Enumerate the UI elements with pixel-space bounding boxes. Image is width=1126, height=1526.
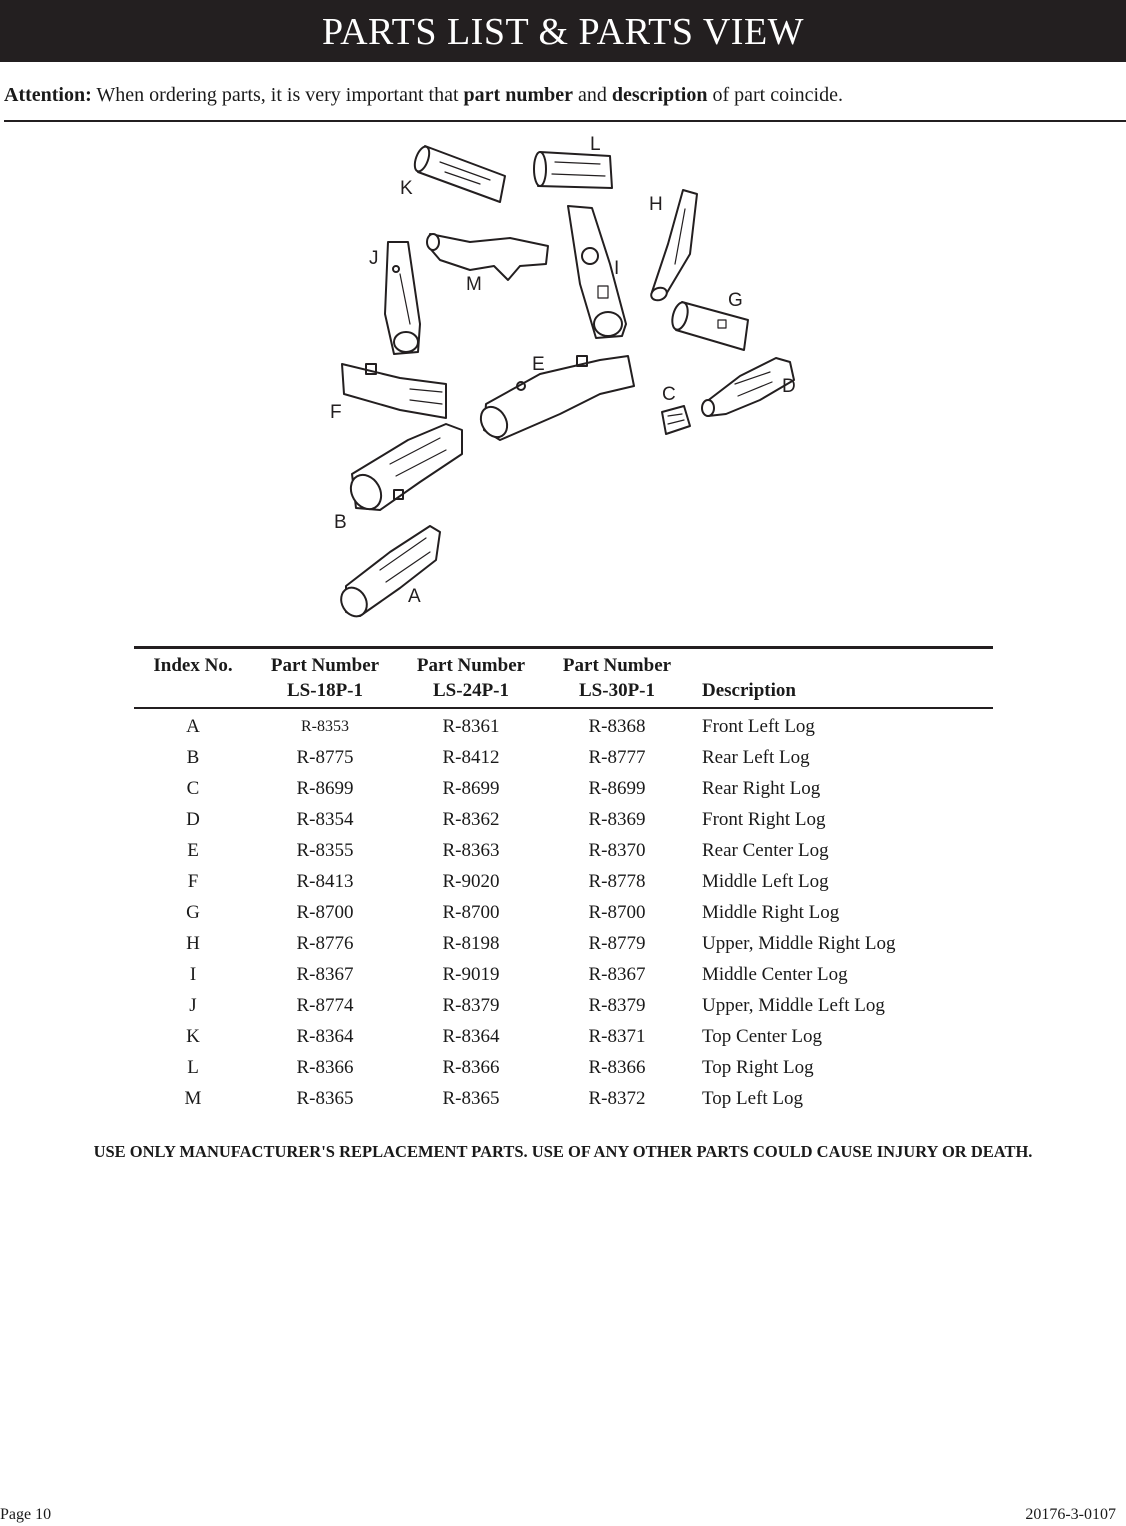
cell-index: A <box>186 716 200 737</box>
cell-ls24: R-8364 <box>442 1026 500 1047</box>
table-row <box>134 866 993 897</box>
log-f <box>342 364 446 418</box>
attention-text-2: and <box>573 84 612 106</box>
header-description: Description <box>702 680 796 701</box>
cell-description: Upper, Middle Left Log <box>702 995 885 1016</box>
cell-index: F <box>187 871 199 892</box>
cell-ls18: R-8700 <box>296 902 354 923</box>
cell-ls24: R-8379 <box>442 995 500 1016</box>
cell-ls24: R-8700 <box>442 902 500 923</box>
log-a <box>336 526 440 621</box>
parts-table <box>134 646 993 1114</box>
cell-description: Rear Left Log <box>702 747 810 768</box>
cell-ls18: R-8354 <box>296 809 354 830</box>
cell-ls24: R-8699 <box>442 778 500 799</box>
cell-ls24: R-8198 <box>442 933 500 954</box>
log-m <box>427 234 548 280</box>
header-ls18: Part Number LS-18P-1 <box>270 655 380 701</box>
cell-ls18: R-8367 <box>296 964 354 985</box>
log-l <box>534 152 612 188</box>
cell-ls30: R-8372 <box>588 1088 646 1109</box>
label-h: H <box>649 194 663 215</box>
table-row <box>134 990 993 1021</box>
cell-ls18: R-8355 <box>296 840 354 861</box>
cell-ls18: R-8366 <box>296 1057 354 1078</box>
cell-ls30: R-8370 <box>588 840 646 861</box>
label-j: J <box>369 248 379 269</box>
attention-bold-description: description <box>611 84 708 106</box>
cell-ls24: R-8362 <box>442 809 500 830</box>
cell-description: Top Left Log <box>702 1088 804 1109</box>
cell-ls30: R-8367 <box>588 964 646 985</box>
cell-ls30: R-8366 <box>588 1057 646 1078</box>
cell-ls24: R-8361 <box>442 716 500 737</box>
parts-view-diagram <box>0 124 1126 624</box>
label-g: G <box>728 290 743 311</box>
cell-ls24: R-8363 <box>442 840 500 861</box>
log-e <box>476 356 634 442</box>
table-row <box>134 1021 993 1052</box>
cell-ls30: R-8371 <box>588 1026 646 1047</box>
label-m: M <box>466 274 482 295</box>
cell-index: M <box>184 1088 202 1109</box>
cell-ls18: R-8353 <box>301 718 349 735</box>
table-row <box>134 804 993 835</box>
cell-ls30: R-8779 <box>588 933 646 954</box>
attention-text-3: of part coincide. <box>707 84 843 106</box>
cell-ls30: R-8699 <box>588 778 646 799</box>
label-l: L <box>590 134 601 155</box>
cell-ls30: R-8700 <box>588 902 646 923</box>
cell-ls18: R-8364 <box>296 1026 354 1047</box>
header-divider <box>4 120 1126 122</box>
document-number: 20176-3-0107 <box>1025 1506 1116 1523</box>
attention-bold-part-number: part number <box>463 84 573 106</box>
table-row <box>134 928 993 959</box>
table-row <box>134 742 993 773</box>
table-row <box>134 959 993 990</box>
cell-ls24: R-8412 <box>442 747 500 768</box>
cell-ls30: R-8368 <box>588 716 646 737</box>
cell-description: Rear Right Log <box>702 778 821 799</box>
label-i: I <box>614 258 620 279</box>
cell-description: Top Right Log <box>702 1057 814 1078</box>
cell-index: L <box>187 1057 199 1078</box>
cell-ls30: R-8379 <box>588 995 646 1016</box>
cell-ls24: R-8365 <box>442 1088 500 1109</box>
cell-index: K <box>186 1026 200 1047</box>
attention-label: Attention: <box>4 84 92 106</box>
cell-description: Middle Right Log <box>702 902 840 923</box>
table-row <box>134 1083 993 1114</box>
table-row <box>134 773 993 804</box>
cell-ls30: R-8778 <box>588 871 646 892</box>
cell-ls30: R-8369 <box>588 809 646 830</box>
safety-warning: USE ONLY MANUFACTURER'S REPLACEMENT PARTS. USE OF ANY OTHER PARTS COULD CAUSE INJURY OR DEATH. <box>93 1142 1033 1161</box>
cell-description: Middle Center Log <box>702 964 848 985</box>
cell-index: B <box>186 747 200 768</box>
attention-text-1: When ordering parts, it is very important that <box>91 84 464 106</box>
cell-index: I <box>189 964 197 985</box>
label-d: D <box>782 376 796 397</box>
label-k: K <box>400 178 413 199</box>
label-c: C <box>662 384 676 405</box>
log-c <box>662 406 690 434</box>
label-f: F <box>330 402 342 423</box>
cell-description: Rear Center Log <box>702 840 829 861</box>
cell-description: Front Left Log <box>702 716 815 737</box>
log-j <box>385 242 420 354</box>
cell-ls18: R-8413 <box>296 871 354 892</box>
cell-index: E <box>187 840 199 861</box>
log-d <box>702 358 794 416</box>
cell-ls18: R-8775 <box>296 747 354 768</box>
cell-ls18: R-8365 <box>296 1088 354 1109</box>
log-b <box>345 424 462 515</box>
cell-index: C <box>186 778 200 799</box>
cell-description: Top Center Log <box>702 1026 823 1047</box>
cell-ls24: R-9020 <box>442 871 500 892</box>
table-row <box>134 708 993 742</box>
table-row <box>134 1052 993 1083</box>
cell-index: G <box>186 902 200 923</box>
page-number: Page 10 <box>0 1506 52 1523</box>
attention-note <box>4 84 843 107</box>
log-set-illustration <box>0 124 1126 624</box>
log-k <box>412 145 505 202</box>
parts-table-header <box>134 648 993 709</box>
table-row <box>134 835 993 866</box>
cell-index: D <box>186 809 200 830</box>
header-ls30: Part Number LS-30P-1 <box>562 655 672 701</box>
header-index: Index No. <box>153 655 233 676</box>
cell-ls18: R-8774 <box>296 995 354 1016</box>
label-e: E <box>532 354 545 375</box>
cell-ls30: R-8777 <box>588 747 646 768</box>
cell-ls24: R-8366 <box>442 1057 500 1078</box>
label-a: A <box>408 586 421 607</box>
table-row <box>134 897 993 928</box>
cell-index: J <box>189 995 197 1016</box>
cell-description: Upper, Middle Right Log <box>702 933 896 954</box>
cell-description: Front Right Log <box>702 809 826 830</box>
page-title: PARTS LIST & PARTS VIEW <box>0 0 1126 62</box>
cell-ls18: R-8776 <box>296 933 354 954</box>
cell-ls24: R-9019 <box>442 964 500 985</box>
cell-ls18: R-8699 <box>296 778 354 799</box>
cell-index: H <box>186 933 200 954</box>
label-b: B <box>334 512 347 533</box>
cell-description: Middle Left Log <box>702 871 829 892</box>
header-ls24: Part Number LS-24P-1 <box>416 655 526 701</box>
